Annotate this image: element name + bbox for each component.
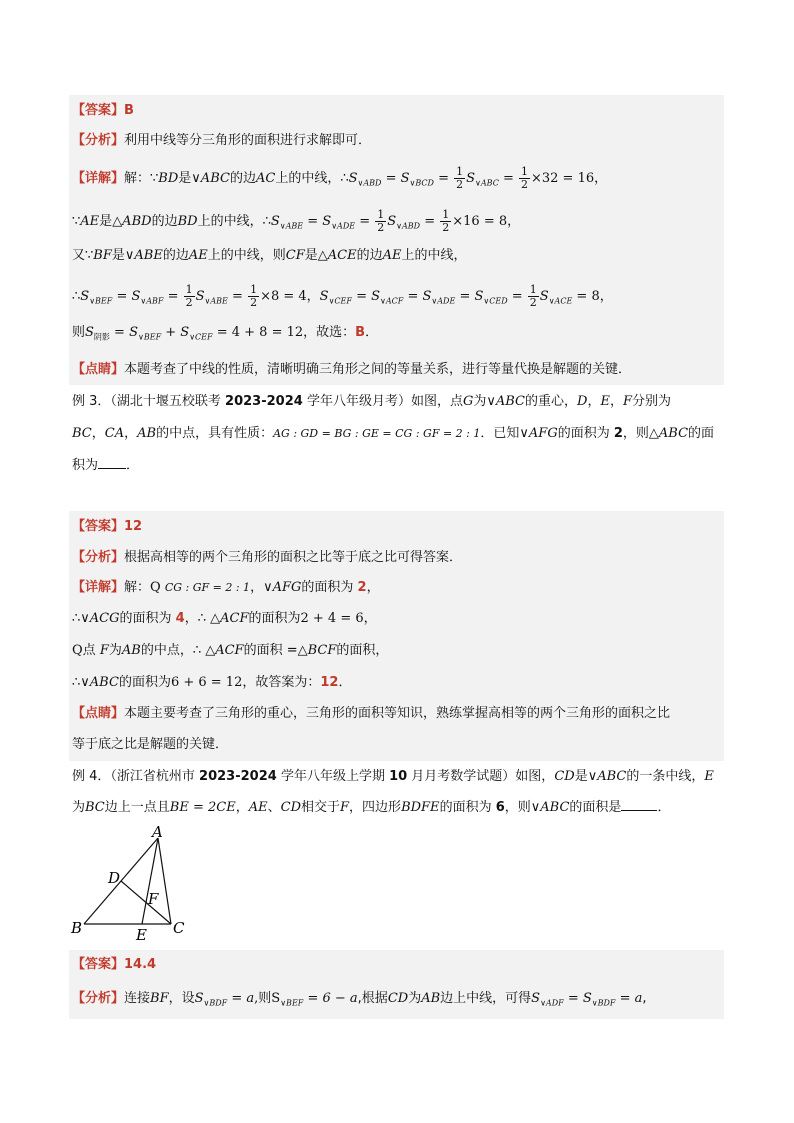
analysis-tag: 【分析】 (72, 550, 125, 565)
fraction (375, 209, 386, 234)
text: ， (507, 214, 521, 229)
math: = 8 (572, 289, 600, 304)
math: S (270, 214, 280, 229)
math: S (531, 991, 541, 1006)
comment-text: 本题考查了中线的性质，清晰明确三角形之间的等量关系，进行等量代换是解题的关键． (124, 362, 632, 377)
analysis-line-1 (72, 131, 371, 151)
math: S (85, 325, 94, 340)
text: ， (363, 611, 377, 626)
math: = S (563, 991, 592, 1006)
text: ． (365, 325, 379, 340)
fraction (248, 284, 259, 309)
math: △ABC (648, 426, 689, 441)
detail-line-4 (72, 284, 613, 312)
math-sub: ∨ACF (380, 296, 404, 306)
comment-text: 等于底之比是解题的关键． (72, 737, 229, 752)
text: 的一条中线， (626, 769, 705, 784)
text: 10 (389, 769, 408, 784)
text: 的边 (162, 248, 189, 263)
text: ， (235, 800, 249, 815)
detail-line-2-1 (72, 578, 380, 598)
math: = (420, 214, 440, 229)
text: 例 4．（浙江省杭州市 (72, 769, 200, 784)
math-sub: ∨ADE (431, 296, 456, 306)
text: 的面积为 (118, 675, 171, 690)
text: 为 (473, 394, 487, 409)
math: = S (381, 171, 410, 186)
text: ∴ (72, 611, 81, 626)
math: CD (280, 800, 301, 815)
math: CD (387, 991, 409, 1006)
text: 点 (82, 643, 100, 658)
text: ， (599, 289, 613, 304)
fraction (528, 284, 539, 309)
text: 、 (267, 800, 281, 815)
math: ×8 = 4 (260, 289, 307, 304)
math: AB (121, 643, 141, 658)
fraction-num: 1 (456, 165, 464, 178)
analysis-tag: 【分析】 (72, 991, 125, 1006)
text: 解： (124, 580, 151, 595)
text: 为 (408, 991, 422, 1006)
detail-line-5 (72, 323, 378, 348)
text: ， (587, 394, 601, 409)
text: 为 (108, 643, 122, 658)
fraction-den: 2 (250, 296, 258, 309)
math: = (227, 289, 248, 304)
answer-value: B (124, 103, 134, 118)
text: 是 (304, 248, 318, 263)
math: S (466, 171, 476, 186)
text: ， (594, 171, 608, 186)
detail-tag: 【详解】 (72, 580, 125, 595)
math-sub: ∨ACE (548, 296, 573, 306)
fraction-num: 1 (185, 283, 193, 296)
comment-text: 本题主要考查了三角形的重心，三角形的面积等知识，熟练掌握高相等的两个三角形的面积之比 (124, 706, 671, 721)
text: 解：∵ (124, 171, 159, 186)
text: 月月考数学试题）如图， (407, 769, 555, 784)
math: 6 + 6 = 12 (170, 675, 243, 690)
text: 的重心， (525, 394, 578, 409)
text: ，则 (504, 800, 531, 815)
text: ， (91, 426, 105, 441)
math-sub: ∨ABC (475, 178, 499, 188)
text: ∵ (72, 214, 81, 229)
triangle-figure (68, 822, 198, 942)
text: 是 (178, 171, 192, 186)
text: 的面积是 (569, 800, 622, 815)
math-sub: 阴影 (93, 332, 110, 342)
text: 的面 (688, 426, 715, 441)
text: 2 (613, 426, 623, 441)
text: ∴ (72, 675, 81, 690)
fraction (454, 166, 465, 191)
text: 连接 (124, 991, 151, 1006)
text: ，故选： (303, 325, 356, 340)
math: ∨ABC (486, 394, 526, 409)
math: = (507, 289, 527, 304)
math: ×32 = 16 (530, 171, 595, 186)
math: = (163, 289, 183, 304)
detail-tag: 【详解】 (72, 171, 125, 186)
math: = (498, 171, 518, 186)
math: D (577, 394, 588, 409)
text: ∴ (72, 289, 81, 304)
fraction-den: 2 (520, 178, 528, 191)
fraction-num: 1 (377, 208, 385, 221)
label-b: B (71, 919, 83, 937)
comment-line-2 (72, 704, 670, 724)
label-f: F (148, 890, 159, 908)
text: ． (126, 458, 140, 473)
answer-blank (98, 456, 126, 469)
fraction (519, 166, 530, 191)
math: F (340, 800, 350, 815)
fraction-den: 2 (456, 178, 464, 191)
fraction-num: 1 (250, 283, 258, 296)
math-sub: ∨BDF (591, 998, 616, 1008)
math: F (99, 643, 109, 658)
text: ， (609, 394, 623, 409)
math-sub: ∨ABD (357, 178, 382, 188)
math: = S (455, 289, 484, 304)
math: ∨ABC (80, 675, 119, 690)
math: = 4 + 8 = 12 (212, 325, 304, 340)
math: ∨ACG (80, 611, 120, 626)
comment-tag: 【点睛】 (72, 706, 125, 721)
math: CF (285, 248, 305, 263)
text: 例 3．（湖北十堰五校联考 (72, 394, 226, 409)
text: 上的中线， (275, 171, 341, 186)
text: 学年八年级上学期 (276, 769, 390, 784)
math: AE (188, 248, 208, 263)
example-3-line-1 (72, 392, 671, 412)
analysis-text: 根据高相等的两个三角形的面积之比等于底之比可得答案． (124, 550, 463, 565)
math: Q (150, 580, 165, 595)
math: BDFE (401, 800, 440, 815)
math: = (433, 171, 454, 186)
label-a: A (152, 823, 163, 841)
text: 是 (99, 214, 113, 229)
text: 的面积为 (301, 580, 358, 595)
detail-line-2-3 (72, 641, 388, 661)
text: 上的中线，则 (207, 248, 286, 263)
fraction-num: 1 (529, 283, 537, 296)
text: 的面积为 (248, 611, 301, 626)
math-sub: ∨ABE (279, 221, 304, 231)
answer-line-3 (72, 955, 156, 975)
math: BF (93, 248, 112, 263)
text: ． (338, 675, 352, 690)
math: S (80, 289, 90, 304)
math: ,则S (254, 991, 281, 1006)
label-e: E (136, 926, 147, 942)
text: 是 (574, 769, 588, 784)
math: S (194, 991, 204, 1006)
math: = S (303, 214, 332, 229)
math: ∨AFG (263, 580, 302, 595)
text: 的面积 = (243, 643, 298, 658)
fraction (440, 209, 451, 234)
math-sub: ∨ABE (204, 296, 228, 306)
math: △ACE (317, 248, 357, 263)
math: AG : GD = BG : GE = CG : GF = 2 : 1 (273, 427, 481, 440)
analysis-text: 利用中线等分三角形的面积进行求解即可． (124, 133, 372, 148)
math: BD (158, 171, 179, 186)
math: S (319, 289, 329, 304)
math: BF (150, 991, 169, 1006)
math: AE (80, 214, 100, 229)
math-sub: ∨BEF (138, 332, 162, 342)
text: ， (306, 289, 320, 304)
text: ∴ (340, 171, 349, 186)
text: ．已知 (480, 426, 520, 441)
math-sub: ∨ABD (396, 221, 421, 231)
math: AE (248, 800, 268, 815)
math-sub: ∨CED (483, 296, 508, 306)
math: AC (255, 171, 276, 186)
text: 分别为 (632, 394, 672, 409)
math-sub: ∨BEF (280, 998, 304, 1008)
text: ， (250, 580, 264, 595)
analysis-line-2 (72, 548, 462, 568)
math: △ACF (210, 611, 249, 626)
text: 的中点，∴ (140, 643, 206, 658)
math: △ACF (205, 643, 244, 658)
math: S (348, 171, 358, 186)
text: ，设 (168, 991, 195, 1006)
math-sub: ∨CEF (189, 332, 213, 342)
text: ， (366, 580, 380, 595)
text: 的面积为 (557, 426, 614, 441)
math: ∨AFG (519, 426, 558, 441)
text: 2023-2024 (199, 769, 277, 784)
math: G (462, 394, 474, 409)
math: Q (72, 643, 83, 658)
fraction-den: 2 (529, 296, 537, 309)
text: 相交于 (301, 800, 341, 815)
text: 的面积为 (119, 611, 176, 626)
math: AB (137, 426, 157, 441)
example-3-line-2 (72, 424, 714, 444)
label-d: D (108, 869, 121, 887)
math: E (704, 769, 714, 784)
text: 则 (72, 325, 86, 340)
answer-value: 12 (124, 519, 143, 534)
text: 6 (495, 800, 505, 815)
math: 2 + 4 = 6 (300, 611, 364, 626)
math: = a (615, 991, 643, 1006)
math: ×16 = 8 (452, 214, 508, 229)
text: 又∵ (72, 248, 94, 263)
text: 学年八年级月考）如图，点 (302, 394, 463, 409)
math: = S (351, 289, 381, 304)
answer-line-1 (72, 101, 134, 121)
math: = S (109, 325, 138, 340)
text: ，故答案为： (242, 675, 321, 690)
math: = a (227, 991, 255, 1006)
math: ∨ABC (191, 171, 230, 186)
text: 是 (111, 248, 125, 263)
math: △ABD (112, 214, 152, 229)
math: S (387, 214, 397, 229)
example-4-line-2 (72, 798, 670, 818)
detail-line-2-2 (72, 609, 377, 629)
text: 边上一点且 (104, 800, 170, 815)
text: ， (124, 426, 138, 441)
math: = S (112, 289, 141, 304)
text: 的面积为 (439, 800, 496, 815)
text: 上的中线， (401, 248, 467, 263)
value: 2 (357, 580, 367, 595)
math-sub: ∨ADE (331, 221, 356, 231)
math-sub: ∨BDF (203, 998, 228, 1008)
answer-blank (621, 798, 657, 811)
text: ，∴ (184, 611, 211, 626)
text: ,根据 (357, 991, 388, 1006)
math: AE (382, 248, 402, 263)
math-sub: ∨BEF (89, 296, 113, 306)
fraction-den: 2 (377, 221, 385, 234)
comment-line-2b (72, 735, 228, 755)
fraction-num: 1 (442, 208, 450, 221)
math: = 6 − a (303, 991, 358, 1006)
detail-line-2-4 (72, 673, 351, 693)
text: ，四边形 (349, 800, 402, 815)
math: BD (177, 214, 198, 229)
math: F (623, 394, 633, 409)
math: E (600, 394, 610, 409)
text: ． (657, 800, 671, 815)
fraction (184, 284, 195, 309)
text: 的边 (229, 171, 256, 186)
math: AB (421, 991, 441, 1006)
text: 的面积， (336, 643, 389, 658)
math: BC (72, 426, 92, 441)
detail-line-2 (72, 209, 520, 237)
answer-tag: 【答案】 (72, 519, 125, 534)
example-4-line-1 (72, 767, 714, 787)
math: S (195, 289, 205, 304)
value: 4 (175, 611, 185, 626)
fraction-den: 2 (185, 296, 193, 309)
text: 的边 (356, 248, 383, 263)
analysis-line-3 (72, 989, 647, 1014)
math: + S (161, 325, 190, 340)
analysis-tag: 【分析】 (72, 133, 125, 148)
example-3-line-3 (72, 456, 139, 476)
label-c: C (173, 919, 185, 937)
answer-tag: 【答案】 (72, 103, 125, 118)
text: 的边 (151, 214, 178, 229)
text: 2023-2024 (225, 394, 303, 409)
text: , (642, 991, 647, 1006)
math: ∨ABC (587, 769, 627, 784)
text: 边上中线，可得 (440, 991, 532, 1006)
answer-choice: B (355, 325, 366, 340)
detail-line-1 (72, 166, 607, 194)
math-sub: ∨CEF (328, 296, 352, 306)
text: ，则 (622, 426, 649, 441)
math: = S (403, 289, 432, 304)
math-sub: ∨ABF (140, 296, 164, 306)
math: BE = 2CE (169, 800, 236, 815)
text: 为 (72, 800, 86, 815)
fraction-den: 2 (442, 221, 450, 234)
text: 上的中线，∴ (197, 214, 271, 229)
math: △BCF (297, 643, 337, 658)
comment-tag: 【点睛】 (72, 362, 125, 377)
math-sub: ∨BCD (409, 178, 434, 188)
math: S (539, 289, 549, 304)
math: CA (104, 426, 125, 441)
math: = (355, 214, 375, 229)
answer-tag: 【答案】 (72, 957, 125, 972)
math: CG : GF = 2 : 1 (164, 581, 251, 594)
math: CD (554, 769, 575, 784)
comment-line-1 (72, 360, 631, 380)
math-sub: ∨ADF (540, 998, 564, 1008)
fraction-num: 1 (520, 165, 528, 178)
math: BC (85, 800, 105, 815)
math: ∨ABE (124, 248, 163, 263)
answer-value: 14.4 (124, 957, 157, 972)
math: ∨ABC (530, 800, 570, 815)
text: 积为 (72, 458, 99, 473)
text: 的中点，具有性质： (156, 426, 274, 441)
answer-line-2 (72, 517, 142, 537)
value: 12 (320, 675, 339, 690)
detail-line-3 (72, 246, 466, 266)
segment-ca (158, 838, 171, 924)
